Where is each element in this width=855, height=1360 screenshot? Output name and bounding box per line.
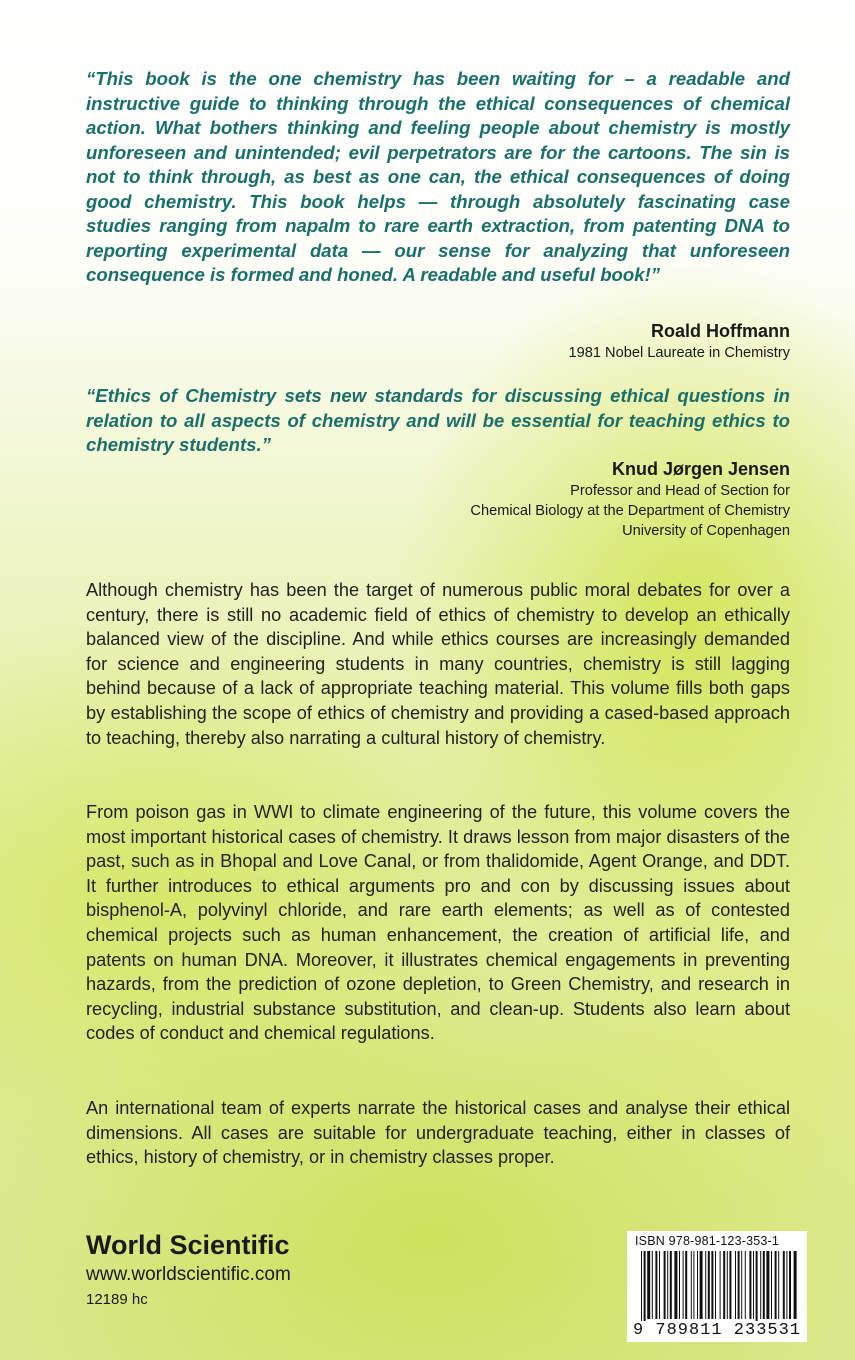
barcode-bar xyxy=(711,1251,713,1319)
barcode-bar xyxy=(786,1251,787,1319)
description-paragraph-1: Although chemistry has been the target of numerous public moral debates for over a century, there is still no academic field of ethics of chemistry to develop an ethically balanced view of the discipline. And while ethics courses are increasingly demanded for science and engineering students in many countries, chemistry is still lagging behind because of a lack of appropriate teaching material. This volume fills both gaps by establishing the scope of ethics of chemistry and providing a cased-based approach to teaching, thereby also narrating a cultural history of chemistry. xyxy=(86,580,790,748)
barcode-bar xyxy=(700,1251,703,1319)
barcode-bar xyxy=(674,1251,677,1319)
author-name: Roald Hoffmann xyxy=(651,321,790,341)
barcode-bar xyxy=(693,1251,694,1319)
barcode-bar xyxy=(753,1251,754,1319)
barcode-bar xyxy=(727,1251,728,1319)
barcode-bar xyxy=(720,1251,721,1319)
barcode-bar xyxy=(738,1251,740,1319)
barcode-bar xyxy=(749,1251,751,1319)
barcode-bar xyxy=(667,1251,668,1319)
barcode-bar xyxy=(789,1251,791,1319)
barcode-bar xyxy=(708,1251,710,1319)
author-role: 1981 Nobel Laureate in Chemistry xyxy=(568,345,790,361)
author-name: Knud Jørgen Jensen xyxy=(611,459,790,479)
isbn-label: ISBN 978-981-123-353-1 xyxy=(635,1234,780,1248)
barcode-bar xyxy=(775,1251,777,1319)
barcode-bar xyxy=(647,1251,650,1319)
barcode-bar xyxy=(641,1251,642,1325)
barcode-bar xyxy=(685,1251,687,1319)
barcode-bar xyxy=(756,1251,758,1325)
barcode-bar xyxy=(652,1251,653,1319)
barcode-bar xyxy=(659,1251,660,1319)
barcode-bar xyxy=(723,1251,725,1319)
barcode-bar xyxy=(679,1251,680,1319)
barcode-bar xyxy=(664,1251,666,1319)
quote-hoffmann: “This book is the one chemistry has been waiting for – a readable and instructive guide to thinking through the ethical consequences of chemical action. What bothers thinking and feeling people about chemistry is mostly unforeseen and unintended; evil perpetrators are for the cartoons. The sin is not to think through, as best as one can, the ethical consequences of doing good chemistry. This book helps — through absolutely fascinating case studies ranging from napalm to rare earth extraction, from patenting DNA to reporting experimental data — our sense for analyzing that unforeseen consequence is formed and honed. A readable and useful book!” xyxy=(86,68,790,285)
barcode-bar xyxy=(715,1251,716,1319)
barcode-bar xyxy=(683,1251,684,1319)
attribution-jensen xyxy=(470,457,790,541)
barcode-digits: 9 789811 233531 xyxy=(627,1321,807,1340)
barcode-bar xyxy=(670,1251,672,1319)
barcode-bar xyxy=(741,1251,742,1319)
barcode-bar xyxy=(760,1251,761,1319)
publisher-name: World Scientific xyxy=(86,1230,290,1260)
quote-jensen: “Ethics of Chemistry sets new standards for discussing ethical questions in relation to all aspects of chemistry and will be essential for teaching ethics to chemistry students.” xyxy=(86,385,790,455)
barcode-bar xyxy=(705,1251,706,1319)
description-paragraph-3: An international team of experts narrate the historical cases and analyse their ethical dimensions. All cases are suitable for undergraduate teaching, either in classes of ethics, history of chemistry, or in chemistry classes proper. xyxy=(86,1098,790,1168)
barcode-bar xyxy=(771,1251,772,1319)
isbn-barcode xyxy=(627,1231,807,1342)
publisher-url: www.worldscientific.com xyxy=(86,1264,291,1285)
publisher-block xyxy=(86,1228,291,1312)
attribution-hoffmann xyxy=(569,319,790,363)
author-role-line: University of Copenhagen xyxy=(622,523,790,539)
barcode-bar xyxy=(778,1251,779,1319)
author-role-line: Professor and Head of Section for xyxy=(570,483,790,499)
barcode-bar xyxy=(644,1251,646,1325)
barcode-bar xyxy=(735,1251,736,1319)
barcode-bar xyxy=(655,1251,657,1319)
barcode-bar xyxy=(745,1251,746,1319)
description-paragraph-2: From poison gas in WWI to climate engineering of the future, this volume covers the most important historical cases of chemistry. It draws lesson from major disasters of the past, such as in Bhopal and Love Canal, or from thalidomide, Agent Orange, and DDT. It further introduces to ethical arguments pro and con by discussing issues about bisphenol-A, polyvinyl chloride, and rare earth elements; as well as of contested chemical projects such as human enhancement, the creation of artificial life, and patents on human DNA. Moreover, it illustrates chemical engagements in preventing hazards, from the prediction of ozone depletion, to Green Chemistry, and research in recycling, industrial substance substitution, and clean-up. Students also learn about codes of conduct and chemical regulations. xyxy=(86,802,790,1044)
barcode-bar xyxy=(763,1251,765,1319)
barcode-bar xyxy=(766,1251,769,1319)
barcode-bar xyxy=(697,1251,698,1319)
catalog-code: 12189 hc xyxy=(86,1291,148,1308)
barcode-bar xyxy=(729,1251,731,1319)
barcode-bar xyxy=(794,1251,797,1319)
barcode-bar xyxy=(783,1251,785,1319)
author-role-line: Chemical Biology at the Department of Chemistry xyxy=(470,503,790,519)
barcode-bar xyxy=(691,1251,692,1319)
